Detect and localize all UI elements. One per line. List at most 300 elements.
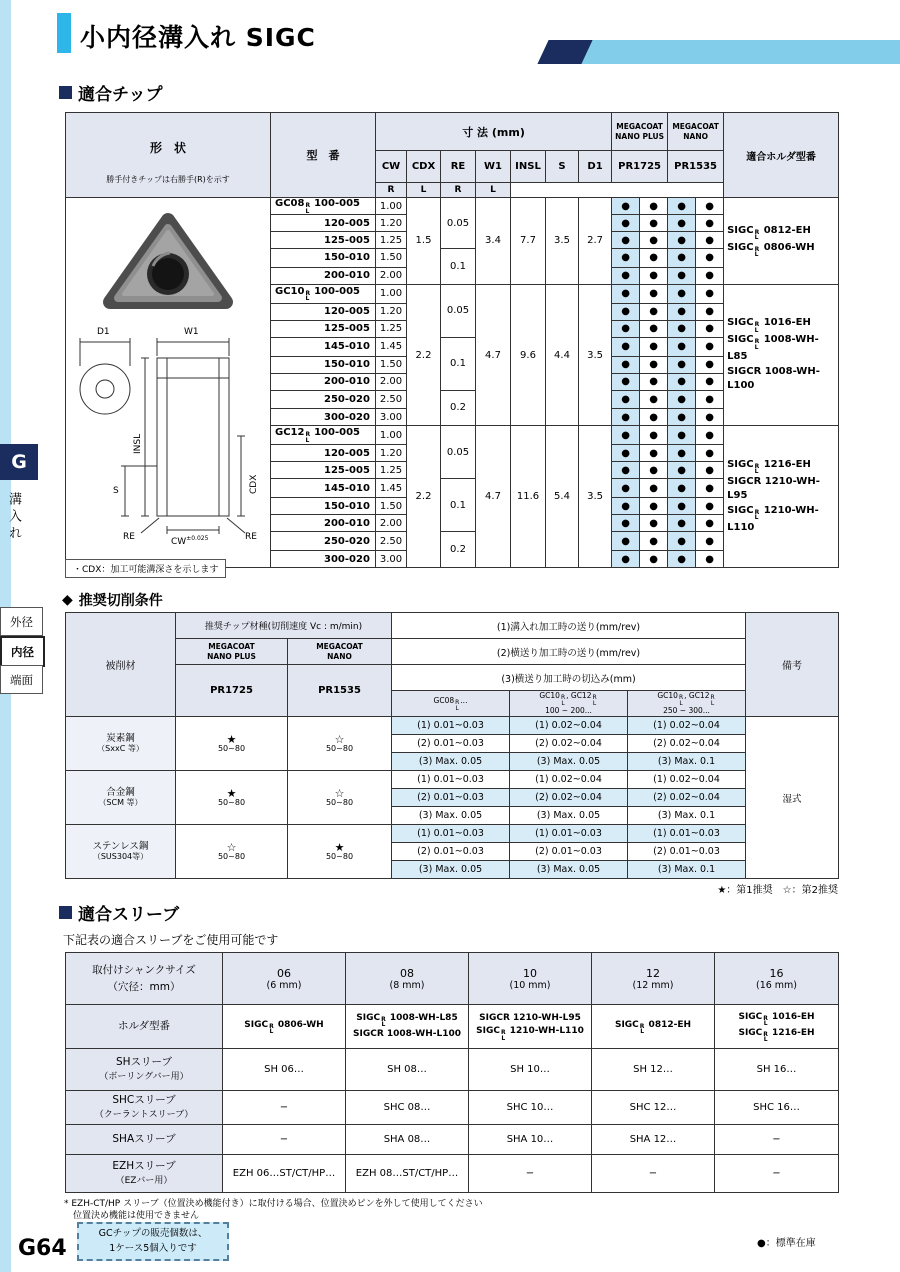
stock-dot: ●: [612, 215, 640, 232]
sleeve-model: SHC 12…: [629, 1102, 677, 1113]
cond-megacoat-nano-plus: [176, 639, 288, 665]
re-value: 0.05: [441, 426, 476, 479]
sleeve-model: SHC 10…: [506, 1102, 554, 1113]
sales-note-box: [77, 1222, 229, 1261]
sleeve-label: EZHスリーブ: [112, 1160, 176, 1173]
model-cell: [271, 445, 376, 462]
sleeve-row-label: [66, 1091, 223, 1125]
sleeve-row-label: [66, 1005, 223, 1049]
header-band: [560, 40, 900, 64]
model-cell: [271, 462, 376, 479]
sleeve-row-label: [66, 1155, 223, 1193]
re-value: 0.05: [441, 198, 476, 249]
model-code: 150-010: [324, 252, 370, 264]
stock-legend: ●：標準在庫: [757, 1238, 816, 1249]
stock-dot: ●: [612, 320, 640, 337]
stock-dot: ●: [696, 551, 724, 568]
rl-suffix: R L: [754, 508, 760, 522]
stock-dot: ●: [668, 198, 696, 215]
holder-model: SIGC R L 1216-EH: [727, 458, 811, 476]
w1-value: 4.7: [476, 284, 511, 426]
material-cell: [66, 825, 176, 879]
model-cell: [271, 551, 376, 568]
sleeve-value-cell: [715, 1005, 839, 1049]
gc-header-line1: GC10 R L , GC12 R L: [539, 691, 597, 707]
stock-dot: ●: [696, 198, 724, 215]
rl-suffix: R L: [763, 1030, 768, 1043]
page-number: G64: [18, 1236, 67, 1261]
stock-dot: ●: [696, 515, 724, 532]
stock-dot: ●: [668, 551, 696, 568]
s-value: 3.5: [546, 198, 579, 285]
shank-size: 16: [769, 966, 784, 980]
sleeve-table-container: [65, 952, 839, 1193]
cutting-speed: 50~80: [217, 743, 246, 753]
stock-dot: ●: [612, 409, 640, 426]
material-cell: [66, 771, 176, 825]
feed-value: (3) Max. 0.1: [628, 807, 746, 825]
sleeve-row: [66, 1125, 839, 1155]
sleeve-row: [66, 1005, 839, 1049]
pr1725-recommendation: [176, 825, 288, 879]
stock-dot: ●: [640, 232, 668, 249]
stock-dot: ●: [696, 232, 724, 249]
model-cell: [271, 320, 376, 337]
model-code: 145-010: [324, 341, 370, 353]
model-cell: [271, 498, 376, 515]
cw-value: 1.25: [376, 462, 407, 479]
sales-note-line1: GCチップの販売個数は、: [98, 1228, 208, 1239]
sleeve-footnote-line1: * EZH-CT/HP スリーブ（位置決め機能付き）に取付ける場合、位置決めピンを外して使用してください: [64, 1199, 483, 1209]
chip-table: [65, 112, 839, 568]
col-s: S: [546, 151, 579, 183]
chip-header-row-1: [66, 113, 839, 151]
sleeve-label-sub: （EZバー用）: [115, 1175, 173, 1186]
sleeve-model: SIGCR 1008-WH-L100: [353, 1028, 461, 1039]
stock-dot: ●: [696, 373, 724, 390]
sleeve-model: SIGC R L 0812-EH: [614, 1019, 692, 1035]
stock-dot: ●: [696, 284, 724, 303]
holder-column-header: 適合ホルダ型番: [724, 113, 839, 198]
cw-value: 2.50: [376, 532, 407, 551]
sleeve-value-cell: [469, 1155, 592, 1193]
diagram-lines: [71, 326, 266, 551]
condition-row: [66, 771, 839, 789]
stock-dot: ●: [640, 551, 668, 568]
gc-header-line1: GC10 R L , GC12 R L: [657, 691, 715, 707]
stock-dot: ●: [696, 267, 724, 284]
sleeve-row-label: [66, 1125, 223, 1155]
sleeve-model: −: [772, 1168, 781, 1179]
sleeve-row: [66, 1091, 839, 1125]
stock-dot: ●: [696, 303, 724, 320]
feed-value: (2) 0.02~0.04: [510, 789, 628, 807]
gc-header-line2: 100 ~ 200...: [545, 706, 592, 715]
material-name: ステンレス鋼: [92, 840, 149, 852]
stock-dot: ●: [668, 479, 696, 498]
sleeve-value-cell: [592, 1091, 715, 1125]
feed-value: (2) 0.01~0.03: [392, 843, 510, 861]
dim-label-insl: INSL: [133, 433, 143, 454]
model-code: 250-020: [324, 535, 370, 547]
sleeve-model: −: [525, 1168, 535, 1179]
cw-value: 3.00: [376, 409, 407, 426]
pr1535-recommendation: [288, 717, 392, 771]
grade-title-header: 推奨チップ材種(切削速度 Vc : m/min): [176, 613, 392, 639]
model-code: 125-005: [324, 323, 370, 335]
sleeve-value-cell: [346, 1155, 469, 1193]
stock-dot: ●: [640, 215, 668, 232]
shank-label-line1: 取付けシャンクサイズ: [92, 963, 196, 976]
chip-table-container: [65, 112, 839, 568]
rl-suffix: R L: [500, 1029, 506, 1042]
model-code: 100-005: [314, 198, 360, 209]
w1-value: 4.7: [476, 426, 511, 568]
material-column-header: 被削材: [66, 613, 176, 717]
sleeve-value-cell: [223, 1091, 346, 1125]
cw-value: 1.45: [376, 337, 407, 356]
stock-dot: ●: [668, 356, 696, 373]
stock-dot: ●: [696, 356, 724, 373]
shank-size: 08: [400, 966, 414, 980]
stock-dot: ●: [612, 479, 640, 498]
sleeve-model: EZH 08…ST/CT/HP…: [355, 1168, 459, 1179]
stock-dot: ●: [640, 462, 668, 479]
model-cell: [271, 198, 376, 215]
rl-suffix: R L: [678, 694, 684, 707]
sleeve-value-cell: [346, 1005, 469, 1049]
material-subname: （SCM 等）: [98, 798, 143, 808]
sleeve-model: SIGCR 1210-WH-L95: [479, 1012, 581, 1023]
holder-model: SIGCR 1008-WH-L100: [727, 365, 820, 392]
stock-dot: ●: [612, 284, 640, 303]
stock-dot: ●: [640, 373, 668, 390]
sleeve-row: [66, 1155, 839, 1193]
model-code: 200-010: [324, 376, 370, 388]
sidebar-tab-outer-diameter[interactable]: 外径: [0, 607, 43, 636]
stock-dot: ●: [668, 249, 696, 268]
sidebar-tab-face[interactable]: 端面: [0, 665, 43, 694]
stock-dot: ●: [612, 462, 640, 479]
holder-models: [724, 284, 839, 426]
shape-header-note: 勝手付きチップは右勝手(R)を示す: [106, 175, 230, 184]
shank-size: 10: [523, 966, 537, 980]
col-l2: L: [476, 183, 511, 198]
sleeve-model: SIGC R L 1216-EH: [738, 1027, 815, 1043]
holder-model: SIGC R L 1016-EH: [727, 317, 811, 334]
model-cell: [271, 409, 376, 426]
cw-value: 1.20: [376, 445, 407, 462]
stock-dot: ●: [696, 498, 724, 515]
sleeve-value-cell: [592, 1049, 715, 1091]
sleeve-model: −: [279, 1102, 289, 1113]
shank-label-line2: （穴径：mm）: [107, 980, 181, 993]
hole-diameter: (6 mm): [266, 979, 302, 991]
re-value: 0.1: [441, 249, 476, 285]
stock-dot: ●: [696, 462, 724, 479]
shank-size-column: [592, 953, 715, 1005]
sleeve-model: SH 08…: [387, 1064, 427, 1075]
model-column-header: 型 番: [271, 113, 376, 198]
stock-dot: ●: [668, 267, 696, 284]
shank-size-column: [715, 953, 839, 1005]
shape-cell: [66, 198, 271, 568]
col-d1: D1: [579, 151, 612, 183]
sleeve-model: −: [648, 1168, 658, 1179]
conditions-table: [65, 612, 839, 879]
sleeve-label: SHCスリーブ: [112, 1094, 176, 1107]
sleeve-value-cell: [592, 1005, 715, 1049]
dim-label-cdx: CDX: [249, 474, 259, 494]
material-name: 合金鋼: [106, 786, 135, 798]
feed-value: (1) 0.01~0.03: [392, 825, 510, 843]
megacoat-nano-plus-header: MEGACOAT NANO PLUS: [612, 113, 668, 151]
w1-value: 3.4: [476, 198, 511, 285]
holder-models: [724, 198, 839, 285]
first-choice-star: ★: [226, 732, 237, 746]
stock-dot: ●: [668, 284, 696, 303]
holder-model: SIGC R L 0812-EH: [727, 224, 811, 242]
stock-dot: ●: [696, 390, 724, 409]
shank-size-column: [469, 953, 592, 1005]
cond-header-row-3: [66, 665, 839, 691]
model-code: 300-020: [324, 411, 370, 423]
sleeve-header-row: [66, 953, 839, 1005]
feed-value: (3) Max. 0.05: [510, 861, 628, 879]
stock-dot: ●: [640, 284, 668, 303]
sleeve-model: EZH 06…ST/CT/HP…: [232, 1168, 336, 1179]
cw-value: 2.00: [376, 373, 407, 390]
stock-dot: ●: [668, 532, 696, 551]
stock-dot: ●: [640, 445, 668, 462]
stock-dot: ●: [640, 515, 668, 532]
pr1725-recommendation: [176, 717, 288, 771]
holder-models: [724, 426, 839, 568]
sleeve-model: SH 12…: [633, 1064, 673, 1075]
feed-value: (2) 0.01~0.03: [392, 789, 510, 807]
feed-value: (3) Max. 0.05: [510, 807, 628, 825]
model-code: 125-005: [324, 464, 370, 476]
sleeve-model: −: [279, 1134, 289, 1145]
second-choice-star: ☆: [334, 786, 345, 800]
model-cell: [271, 249, 376, 268]
stock-dot: ●: [696, 320, 724, 337]
model-cell: [271, 356, 376, 373]
sleeve-model: SH 16…: [756, 1064, 797, 1075]
coat2-label: MEGACOAT NANO: [316, 642, 363, 661]
first-choice-star: ★: [226, 786, 237, 800]
chip-row: [66, 198, 839, 215]
feed-value: (1) 0.01~0.03: [392, 717, 510, 735]
stock-dot: ●: [640, 198, 668, 215]
diamond-icon: ◆: [62, 592, 73, 608]
pr1725-recommendation: [176, 771, 288, 825]
condition-row: [66, 825, 839, 843]
stock-dot: ●: [612, 267, 640, 284]
cdx-note: ・CDX：加工可能溝深さを示します: [65, 559, 226, 578]
shank-size-header: [66, 953, 223, 1005]
feed1-header: (1)溝入れ加工時の送り(mm/rev): [392, 613, 746, 639]
sleeve-model: SIGC R L 1210-WH-L110: [476, 1026, 584, 1042]
stock-dot: ●: [668, 232, 696, 249]
holder-model: SIGC R L 1210-WH-L110: [727, 504, 819, 533]
sleeve-value-cell: [346, 1125, 469, 1155]
rl-suffix: R L: [560, 694, 566, 707]
cw-value: 1.50: [376, 356, 407, 373]
stock-dot: ●: [612, 498, 640, 515]
model-code: 150-010: [324, 359, 370, 371]
feed-value: (2) 0.01~0.03: [628, 843, 746, 861]
sleeve-footnote-line2: 位置決め機能は使用できません: [73, 1211, 200, 1221]
stock-dot: ●: [612, 445, 640, 462]
model-cell: [271, 390, 376, 409]
section-title-conditions: 推奨切削条件: [78, 593, 163, 609]
dim-label-re-left: RE: [123, 532, 135, 542]
cdx-value: 2.2: [407, 426, 441, 568]
stock-dot: ●: [612, 532, 640, 551]
section-title-sleeves: 適合スリーブ: [78, 905, 180, 925]
model-cell: [271, 232, 376, 249]
s-value: 5.4: [546, 426, 579, 568]
stock-dot: ●: [612, 337, 640, 356]
stock-dot: ●: [640, 479, 668, 498]
shape-column-header: [66, 113, 271, 198]
model-cell: [271, 267, 376, 284]
stock-dot: ●: [640, 267, 668, 284]
page-title: 小内径溝入れ SIGC: [80, 23, 316, 52]
cw-value: 2.00: [376, 515, 407, 532]
remarks-value: 湿式: [746, 717, 839, 879]
stock-dot: ●: [640, 356, 668, 373]
model-code: 300-020: [324, 553, 370, 565]
stock-dot: ●: [612, 390, 640, 409]
feed-value: (2) 0.01~0.03: [392, 735, 510, 753]
stock-dot: ●: [668, 390, 696, 409]
shape-header-label: 形 状: [149, 141, 186, 155]
cutting-speed: 50~80: [217, 797, 246, 807]
sleeve-model: SIGC R L 1016-EH: [738, 1011, 815, 1027]
material-subname: （SxxC 等）: [97, 744, 144, 754]
cutting-speed: 50~80: [325, 797, 354, 807]
model-code: 120-005: [324, 217, 370, 229]
model-prefix: GC08 R L: [275, 198, 311, 215]
model-cell: [271, 479, 376, 498]
shank-size: 12: [646, 966, 660, 980]
sleeve-label: SHスリーブ: [115, 1056, 173, 1069]
sleeve-model: SHA 12…: [629, 1134, 677, 1145]
stock-dot: ●: [696, 215, 724, 232]
cw-value: 1.20: [376, 303, 407, 320]
sleeve-value-cell: [715, 1091, 839, 1125]
cw-value: 1.25: [376, 320, 407, 337]
feed-value: (3) Max. 0.05: [392, 807, 510, 825]
feed-value: (2) 0.02~0.04: [628, 735, 746, 753]
recommendation-legend: ★：第1推奨 ☆：第2推奨: [717, 885, 838, 896]
cond-grade-pr1535: PR1535: [288, 665, 392, 717]
dim-label-s: S: [113, 486, 119, 496]
dimensions-header: 寸 法 (mm): [376, 113, 612, 151]
model-cell: [271, 426, 376, 445]
dimension-diagram: [71, 326, 266, 551]
section-title-chips: 適合チップ: [78, 85, 163, 105]
model-code: 200-010: [324, 517, 370, 529]
megacoat-nano-header: MEGACOAT NANO: [668, 113, 724, 151]
shank-size: 06: [277, 966, 291, 980]
section-heading-sleeves: [59, 900, 179, 925]
feed-value: (2) 0.02~0.04: [510, 735, 628, 753]
sleeve-table: [65, 952, 839, 1193]
feed-value: (1) 0.02~0.04: [510, 771, 628, 789]
sidebar-tab-inner-diameter[interactable]: 内径: [0, 636, 45, 667]
sleeve-model: SHC 16…: [753, 1102, 800, 1113]
sleeve-label: ホルダ型番: [117, 1019, 171, 1032]
dim-label-cw: [171, 535, 208, 547]
cw-value: 1.25: [376, 232, 407, 249]
cw-value: 2.50: [376, 390, 407, 409]
sleeve-value-cell: [469, 1005, 592, 1049]
material-cell: [66, 717, 176, 771]
model-prefix: GC12 R L: [275, 427, 311, 444]
cw-value: 1.45: [376, 479, 407, 498]
gc-header-line2: 250 ~ 300...: [663, 706, 710, 715]
sleeve-model: SH 06…: [264, 1064, 304, 1075]
sleeve-model: SHA 10…: [506, 1134, 554, 1145]
model-code: 145-010: [324, 482, 370, 494]
section-heading-conditions: [62, 590, 163, 610]
col-r1: R: [376, 183, 407, 198]
stock-dot: ●: [696, 445, 724, 462]
col-insl: INSL: [511, 151, 546, 183]
model-cell: [271, 303, 376, 320]
material-name: 炭素鋼: [106, 732, 135, 744]
cw-value: 1.50: [376, 249, 407, 268]
sleeve-value-cell: [223, 1049, 346, 1091]
coat1-label: MEGACOAT NANO PLUS: [207, 642, 256, 661]
feed-value: (3) Max. 0.05: [510, 753, 628, 771]
holder-model: SIGCR 1210-WH-L95: [727, 475, 820, 502]
cond-header-row-2: [66, 639, 839, 665]
feed-value: (2) 0.02~0.04: [628, 789, 746, 807]
model-code: 120-005: [324, 447, 370, 459]
stock-dot: ●: [612, 356, 640, 373]
cw-value: 2.00: [376, 267, 407, 284]
gc10-gc12-100-200-header: [510, 691, 628, 717]
cdx-value: 2.2: [407, 284, 441, 426]
insert-photo: [98, 212, 238, 316]
feed-value: (1) 0.02~0.04: [628, 771, 746, 789]
rl-suffix: R L: [305, 202, 311, 215]
gc08-column-header: [392, 691, 510, 717]
sleeve-intro-text: 下記表の適合スリーブをご使用可能です: [63, 933, 279, 947]
cdx-value: 1.5: [407, 198, 441, 285]
second-choice-star: ☆: [334, 732, 345, 746]
hole-diameter: (10 mm): [509, 979, 551, 991]
insl-value: 11.6: [511, 426, 546, 568]
stock-dot: ●: [612, 232, 640, 249]
model-code: 125-005: [324, 234, 370, 246]
stock-dot: ●: [640, 320, 668, 337]
feed-value: (1) 0.02~0.04: [510, 717, 628, 735]
stock-dot: ●: [668, 426, 696, 445]
rl-suffix: R L: [381, 1015, 386, 1029]
section-square-icon: [59, 86, 72, 99]
re-value: 0.05: [441, 284, 476, 337]
sleeve-row: [66, 1049, 839, 1091]
sleeve-label-sub: （クーラントスリーブ）: [94, 1109, 194, 1120]
stock-dot: ●: [612, 198, 640, 215]
sleeve-value-cell: [223, 1125, 346, 1155]
cutting-speed: 50~80: [325, 743, 354, 753]
